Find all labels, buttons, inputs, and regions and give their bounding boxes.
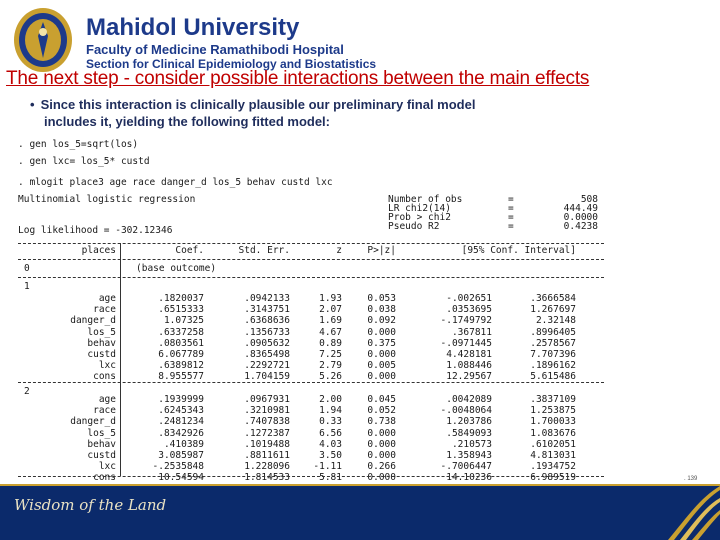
bullet-line-2: includes it, yielding the following fitted model:: [44, 114, 330, 129]
university-seal-icon: [12, 6, 74, 74]
coef-cell: 0.000: [367, 427, 396, 439]
variable-name: lxc: [98, 461, 116, 473]
coef-table-1: [18, 293, 576, 383]
stat-label: Pseudo R2: [388, 221, 440, 232]
coef-row: [18, 394, 576, 405]
coef-cell: 1.088446: [446, 360, 492, 372]
stat-equals: =: [508, 203, 514, 214]
separator: [18, 259, 604, 260]
base-label: 0: [24, 263, 30, 274]
coef-cell: -.0971445: [440, 337, 492, 349]
coef-cell: 0.738: [367, 416, 396, 428]
coef-cell: .210573: [451, 438, 492, 450]
coef-cell: .5849093: [446, 427, 492, 439]
variable-name: danger_d: [70, 315, 116, 327]
coef-cell: 1.07325: [163, 315, 204, 327]
coef-cell: .6245343: [158, 405, 204, 417]
slide-title: The next step - consider possible interactions between the main effects: [6, 68, 590, 89]
coef-cell: 12.29567: [446, 371, 492, 383]
coef-row: [18, 338, 576, 349]
col-header: Coef.: [175, 245, 204, 256]
coef-cell: .0942133: [244, 293, 290, 304]
coef-cell: 6.989519: [530, 472, 576, 484]
coef-row: [18, 416, 576, 427]
coef-row: [18, 472, 576, 483]
stat-label: LR chi2(14): [388, 203, 451, 214]
page-fragment: . 139: [684, 476, 698, 482]
coef-cell: .1820037: [158, 293, 204, 304]
variable-name: custd: [87, 349, 116, 361]
coef-row: [18, 461, 576, 472]
coef-cell: -.1749792: [440, 315, 492, 327]
col-header: Std. Err.: [238, 245, 290, 256]
coef-cell: 1.253875: [530, 405, 576, 417]
coef-cell: 2.00: [319, 394, 342, 405]
separator: [18, 243, 604, 244]
variable-name: age: [98, 293, 116, 304]
variable-name: age: [98, 394, 116, 405]
coef-cell: 0.000: [367, 472, 396, 484]
coef-cell: -.7006447: [440, 461, 492, 473]
coef-cell: 2.79: [319, 360, 342, 372]
column-divider: [120, 243, 121, 476]
coef-row: [18, 450, 576, 461]
coef-cell: .0905632: [244, 337, 290, 349]
ribbon-decoration-icon: [660, 476, 720, 540]
variable-name: race: [93, 405, 116, 417]
variable-name: cons: [93, 371, 116, 383]
coef-cell: .0803561: [158, 337, 204, 349]
section-name: Section for Clinical Epidemiology and Biostatistics: [86, 57, 377, 71]
coef-cell: 1.358943: [446, 450, 492, 462]
stat-equals: =: [508, 221, 514, 232]
coef-cell: -.002651: [446, 293, 492, 304]
command-line: . gen lxc= los_5* custd: [18, 156, 150, 167]
variable-name: behav: [87, 337, 116, 349]
coef-row: [18, 405, 576, 416]
coef-cell: .1896162: [530, 360, 576, 372]
variable-name: lxc: [98, 360, 116, 372]
coef-cell: .2578567: [530, 337, 576, 349]
coef-cell: .3210981: [244, 405, 290, 417]
stat-value: 0.4238: [563, 221, 598, 232]
coef-cell: .8996405: [530, 326, 576, 338]
coef-cell: 2.32148: [535, 315, 576, 327]
coef-cell: 7.707396: [530, 349, 576, 361]
coef-row: [18, 293, 576, 304]
coef-cell: 3.085987: [158, 450, 204, 462]
log-likelihood: Log likelihood = -302.12346: [18, 225, 173, 236]
coef-row: [18, 349, 576, 360]
coef-row: [18, 360, 576, 371]
coef-cell: -1.11: [313, 461, 342, 473]
university-name: Mahidol University: [86, 14, 300, 41]
coef-cell: 0.038: [367, 304, 396, 316]
coef-cell: .1019488: [244, 438, 290, 450]
footer-motto: Wisdom of the Land: [14, 496, 167, 514]
faculty-name: Faculty of Medicine Ramathibodi Hospital: [86, 42, 344, 57]
coef-cell: 1.814533: [244, 472, 290, 484]
separator: [18, 277, 604, 278]
coef-cell: 5.81: [319, 472, 342, 484]
coef-row: [18, 439, 576, 450]
variable-name: race: [93, 304, 116, 316]
coef-row: [18, 304, 576, 315]
separator: [18, 476, 604, 477]
coef-cell: 0.000: [367, 438, 396, 450]
coef-cell: 1.228096: [244, 461, 290, 473]
coef-cell: .1356733: [244, 326, 290, 338]
coef-cell: 10.54594: [158, 472, 204, 484]
coef-cell: .6389812: [158, 360, 204, 372]
variable-name: danger_d: [70, 416, 116, 428]
coef-cell: 5.615486: [530, 371, 576, 383]
header-row: [18, 245, 576, 256]
stat-equals: =: [508, 212, 514, 223]
coef-cell: .2481234: [158, 416, 204, 428]
coef-cell: 0.000: [367, 349, 396, 361]
coef-cell: .3143751: [244, 304, 290, 316]
coef-cell: 0.375: [367, 337, 396, 349]
coef-cell: 0.053: [367, 293, 396, 304]
coef-cell: 0.33: [319, 416, 342, 428]
coef-cell: .6337258: [158, 326, 204, 338]
coef-cell: 4.03: [319, 438, 342, 450]
coef-cell: -.0048064: [440, 405, 492, 417]
coef-row: [18, 327, 576, 338]
coef-table-2: [18, 394, 576, 484]
coef-cell: 0.092: [367, 315, 396, 327]
stat-value: 444.49: [563, 203, 598, 214]
coef-cell: .1939999: [158, 394, 204, 405]
coef-cell: .7407838: [244, 416, 290, 428]
col-header: P>|z|: [367, 245, 396, 256]
coef-cell: .0967931: [244, 394, 290, 405]
coef-cell: 1.93: [319, 293, 342, 304]
bullet-dot-icon: •: [30, 97, 35, 112]
coef-cell: 0.052: [367, 405, 396, 417]
footer-stripe: [0, 484, 720, 486]
coef-cell: 0.045: [367, 394, 396, 405]
coef-cell: 14.10236: [446, 472, 492, 484]
coef-row: [18, 428, 576, 439]
variable-name: los_5: [87, 427, 116, 439]
command-line: . mlogit place3 age race danger_d los_5 behav custd lxc: [18, 177, 333, 188]
col-header: [95% Conf. Interval]: [461, 245, 576, 256]
col-header: z: [336, 245, 342, 256]
coef-cell: 1.203786: [446, 416, 492, 428]
model-title: Multinomial logistic regression: [18, 194, 196, 205]
coef-cell: 2.07: [319, 304, 342, 316]
base-outcome-text: (base outcome): [136, 263, 217, 274]
coef-cell: 0.266: [367, 461, 396, 473]
coef-cell: .8365498: [244, 349, 290, 361]
bullet-line-1: Since this interaction is clinically plausible our preliminary final model: [40, 97, 476, 112]
coef-cell: 1.94: [319, 405, 342, 417]
coef-cell: .6515333: [158, 304, 204, 316]
coef-cell: .1272387: [244, 427, 290, 439]
variable-name: custd: [87, 450, 116, 462]
coef-cell: 7.25: [319, 349, 342, 361]
coef-cell: 4.67: [319, 326, 342, 338]
coef-cell: 3.50: [319, 450, 342, 462]
coef-cell: 1.267697: [530, 304, 576, 316]
separator: [18, 382, 604, 383]
stata-output: [18, 135, 604, 484]
coef-cell: 4.428181: [446, 349, 492, 361]
coef-cell: .410389: [163, 438, 204, 450]
coef-cell: .0353695: [446, 304, 492, 316]
coef-cell: .6368636: [244, 315, 290, 327]
bullet-text: [30, 96, 700, 130]
coef-cell: .3837109: [530, 394, 576, 405]
stat-label: Number of obs: [388, 194, 463, 205]
stat-label: Prob > chi2: [388, 212, 451, 223]
coef-cell: .1934752: [530, 461, 576, 473]
variable-name: los_5: [87, 326, 116, 338]
stat-value: 0.0000: [563, 212, 598, 223]
group-label: 2: [24, 386, 30, 397]
coef-cell: 8.955577: [158, 371, 204, 383]
col-header: places: [81, 245, 116, 256]
coef-cell: 6.56: [319, 427, 342, 439]
stat-value: 508: [580, 194, 598, 205]
coef-cell: .367811: [451, 326, 492, 338]
coef-cell: .8342926: [158, 427, 204, 439]
coef-cell: 1.083676: [530, 427, 576, 439]
coef-cell: 0.000: [367, 326, 396, 338]
coef-cell: 1.700033: [530, 416, 576, 428]
coef-row: [18, 315, 576, 326]
variable-name: cons: [93, 472, 116, 484]
coef-cell: 0.005: [367, 360, 396, 372]
coef-cell: 6.067789: [158, 349, 204, 361]
coef-cell: -.2535848: [152, 461, 204, 473]
coef-cell: 0.89: [319, 337, 342, 349]
coef-cell: 4.813031: [530, 450, 576, 462]
coef-cell: 1.69: [319, 315, 342, 327]
command-line: . gen los_5=sqrt(los): [18, 139, 139, 150]
stat-equals: =: [508, 194, 514, 205]
coef-cell: .3666584: [530, 293, 576, 304]
coef-cell: .2292721: [244, 360, 290, 372]
coef-cell: 1.704159: [244, 371, 290, 383]
coef-cell: .0042089: [446, 394, 492, 405]
coef-cell: .8811611: [244, 450, 290, 462]
coef-cell: .6102051: [530, 438, 576, 450]
variable-name: behav: [87, 438, 116, 450]
coef-cell: 0.000: [367, 450, 396, 462]
coef-row: [18, 371, 576, 382]
coef-cell: 0.000: [367, 371, 396, 383]
group-label: 1: [24, 281, 30, 292]
coef-cell: 5.26: [319, 371, 342, 383]
